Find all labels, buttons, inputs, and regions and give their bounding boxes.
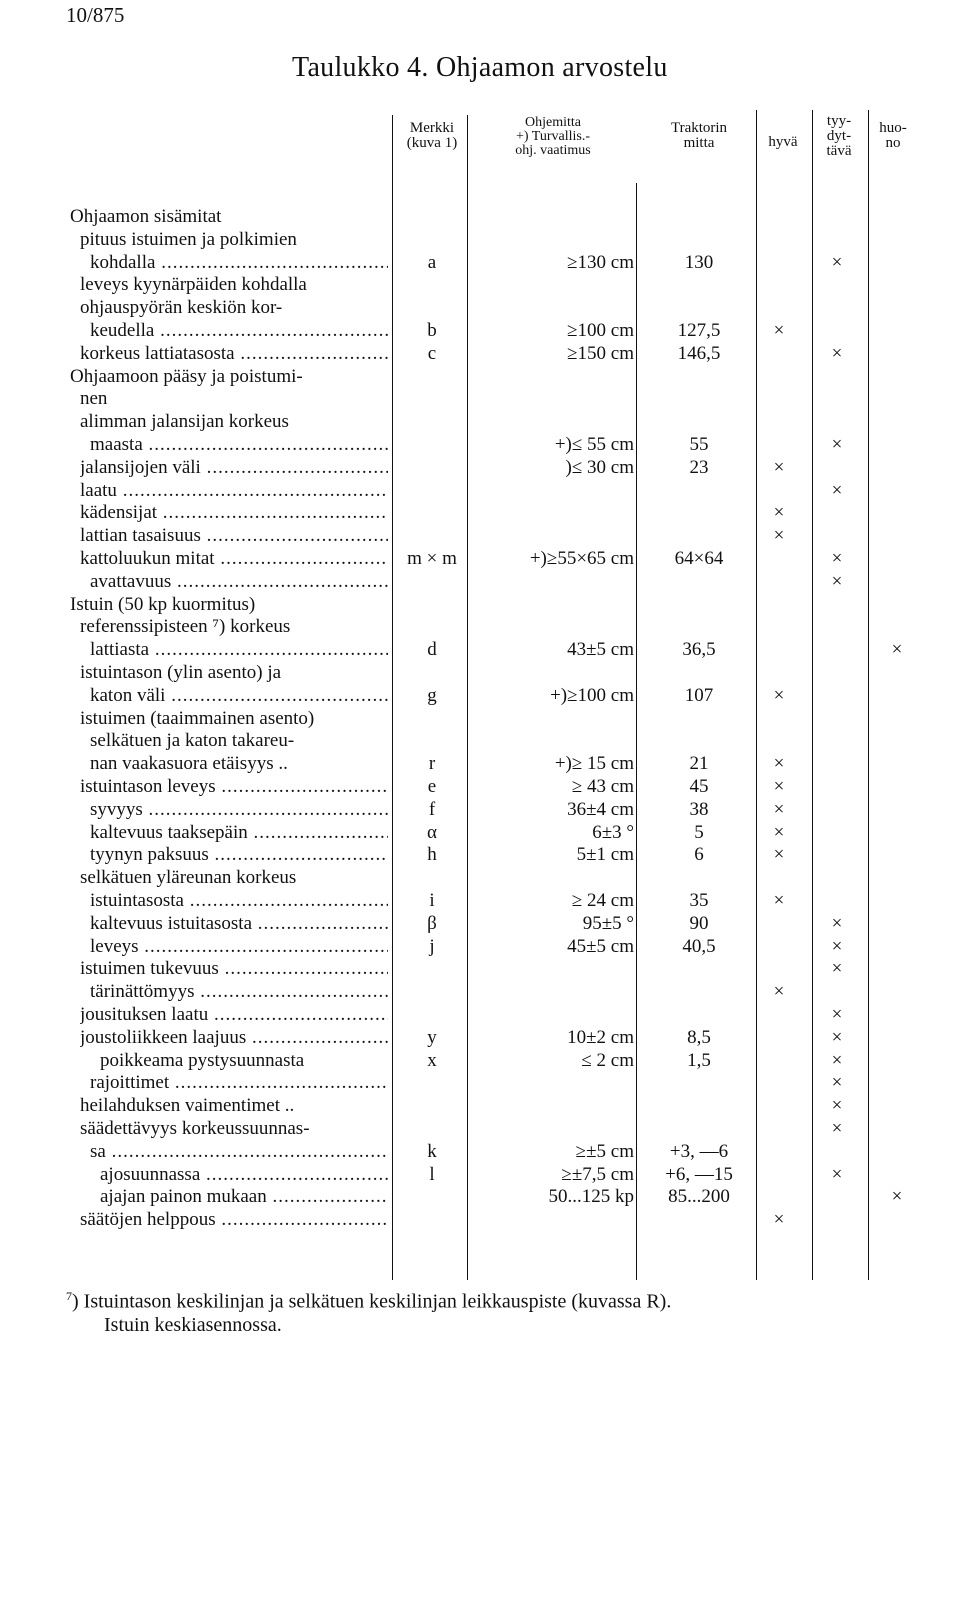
- table-row: [0, 729, 960, 752]
- header-hyva: hyvä: [768, 134, 798, 150]
- rating-mark-tyydyttava: ×: [831, 251, 843, 273]
- rating-mark-tyydyttava: ×: [831, 570, 843, 592]
- row-merkki: r: [428, 753, 436, 775]
- row-mitta: +6, —15: [665, 1163, 733, 1185]
- rating-mark-hyva: ×: [773, 844, 785, 866]
- row-mitta: 1,5: [687, 1049, 711, 1071]
- rating-mark-hyva: ×: [773, 890, 785, 911]
- rating-mark-hyva: ×: [773, 776, 785, 797]
- row-mitta: 23: [689, 456, 709, 478]
- row-vaatimus: )≤ 30 cm: [565, 456, 634, 478]
- rating-mark-hyva: ×: [773, 525, 785, 547]
- row-vaatimus: +)≥55×65 cm: [529, 548, 634, 569]
- row-merkki: i: [429, 890, 435, 911]
- row-label: säätöjen helppous .....: [80, 1208, 388, 1231]
- row-vaatimus: +)≥100 cm: [550, 684, 634, 706]
- header-mitta: Traktorin mitta: [670, 120, 728, 151]
- table-row: [0, 957, 960, 980]
- table-row: [0, 228, 960, 251]
- table-row: [0, 456, 960, 479]
- row-label: tyynyn paksuus .....: [90, 843, 388, 866]
- row-label: laatu .....: [80, 479, 388, 502]
- row-label: sa .....: [90, 1140, 388, 1163]
- row-label: kaltevuus taaksepäin .....: [90, 821, 388, 844]
- table-row: [0, 615, 960, 638]
- rating-mark-hyva: ×: [773, 320, 785, 341]
- row-vaatimus: ≥130 cm: [567, 251, 634, 273]
- table-row: [0, 1163, 960, 1186]
- rating-mark-tyydyttava: ×: [831, 912, 843, 934]
- rating-mark-tyydyttava: ×: [831, 1026, 843, 1048]
- rating-mark-tyydyttava: ×: [831, 935, 843, 957]
- row-mitta: 127,5: [677, 320, 721, 341]
- row-mitta: 21: [689, 753, 709, 775]
- table-row: [0, 1049, 960, 1072]
- row-mitta: 6: [694, 844, 704, 866]
- row-merkki: x: [427, 1049, 437, 1071]
- table-row: [0, 273, 960, 296]
- table-row: [0, 433, 960, 456]
- row-merkki: c: [427, 342, 437, 364]
- row-label: istuimen (taaimmainen asento): [80, 707, 315, 729]
- row-mitta: 8,5: [687, 1026, 711, 1048]
- row-label: leveys kyynärpäiden kohdalla: [80, 274, 307, 296]
- row-label: kaltevuus istuitasosta .....: [90, 912, 388, 935]
- row-mitta: 38: [689, 798, 709, 820]
- rating-mark-tyydyttava: ×: [831, 548, 843, 569]
- rating-mark-tyydyttava: ×: [831, 1095, 843, 1117]
- row-mitta: 146,5: [677, 342, 721, 364]
- row-merkki: β: [427, 912, 437, 934]
- row-mitta: 5: [694, 821, 704, 843]
- row-vaatimus: 95±5 °: [582, 912, 634, 934]
- footnote-marker: 7: [66, 1289, 72, 1303]
- row-mitta: 45: [689, 776, 709, 797]
- rating-mark-hyva: ×: [773, 1209, 785, 1231]
- rating-mark-tyydyttava: ×: [831, 1163, 843, 1185]
- row-label: avattavuus .....: [90, 570, 388, 593]
- row-label: istuintason (ylin asento) ja: [80, 662, 282, 683]
- table-row: [0, 821, 960, 844]
- table-row: [0, 1003, 960, 1026]
- row-label: keudella .....: [90, 319, 388, 342]
- table-row: [0, 889, 960, 912]
- row-label: istuintason leveys .....: [80, 775, 388, 798]
- row-vaatimus: 43±5 cm: [567, 639, 634, 661]
- table-row: [0, 479, 960, 502]
- row-label: heilahduksen vaimentimet ..: [80, 1095, 295, 1117]
- table-row: [0, 1208, 960, 1231]
- page-number: 10/875: [66, 3, 125, 27]
- rating-mark-tyydyttava: ×: [831, 1004, 843, 1025]
- table-row: [0, 524, 960, 547]
- rating-mark-huono: ×: [891, 1186, 903, 1208]
- rating-mark-tyydyttava: ×: [831, 1118, 843, 1139]
- row-label: katon väli .....: [90, 684, 388, 707]
- row-label: Istuin (50 kp kuormitus): [70, 593, 256, 615]
- rating-mark-hyva: ×: [773, 981, 785, 1003]
- row-mitta: +3, —6: [669, 1140, 729, 1162]
- row-mitta: 64×64: [674, 548, 724, 569]
- table-row: [0, 684, 960, 707]
- table-row: [0, 570, 960, 593]
- row-mitta: 90: [689, 912, 709, 934]
- row-vaatimus: ≥±5 cm: [575, 1140, 634, 1162]
- row-merkki: f: [428, 798, 436, 820]
- rating-mark-tyydyttava: ×: [831, 342, 843, 364]
- rating-mark-tyydyttava: ×: [831, 1072, 843, 1094]
- table-row: [0, 775, 960, 798]
- rating-mark-tyydyttava: ×: [831, 958, 843, 980]
- row-label: istuintasosta .....: [90, 889, 388, 912]
- rating-mark-hyva: ×: [773, 821, 785, 843]
- table-row: [0, 912, 960, 935]
- row-label: lattian tasaisuus .....: [80, 524, 388, 547]
- rating-mark-hyva: ×: [773, 753, 785, 775]
- table-row: [0, 866, 960, 889]
- row-merkki: α: [427, 821, 437, 843]
- row-label: poikkeama pystysuunnasta: [100, 1049, 305, 1071]
- row-label: referenssipisteen ⁷) korkeus: [80, 616, 291, 638]
- row-merkki: h: [427, 844, 437, 866]
- row-merkki: a: [427, 251, 437, 273]
- rating-mark-hyva: ×: [773, 684, 785, 706]
- table-row: [0, 638, 960, 661]
- table-row: [0, 1026, 960, 1049]
- table-row: [0, 410, 960, 433]
- row-label: ohjauspyörän keskiön kor-: [80, 297, 283, 319]
- row-label: ajajan painon mukaan .....: [100, 1185, 388, 1208]
- row-mitta: 35: [689, 890, 709, 911]
- row-label: rajoittimet .....: [90, 1071, 388, 1094]
- row-label: tärinättömyys .....: [90, 980, 388, 1003]
- row-vaatimus: ≥150 cm: [567, 342, 634, 364]
- table-row: [0, 752, 960, 775]
- row-merkki: m × m: [407, 548, 457, 569]
- row-vaatimus: 36±4 cm: [567, 798, 634, 820]
- row-mitta: 107: [684, 684, 714, 706]
- table-row: [0, 1140, 960, 1163]
- row-label: alimman jalansijan korkeus: [80, 411, 289, 433]
- row-label: pituus istuimen ja polkimien: [80, 228, 297, 250]
- table-row: [0, 707, 960, 730]
- row-vaatimus: 5±1 cm: [576, 844, 634, 866]
- row-label: nan vaakasuora etäisyys ..: [90, 753, 288, 775]
- row-merkki: j: [429, 935, 435, 957]
- row-label: korkeus lattiatasosta .....: [80, 342, 388, 365]
- row-merkki: b: [427, 320, 437, 341]
- footnote: [66, 1289, 671, 1314]
- rating-mark-huono: ×: [891, 639, 903, 661]
- row-merkki: l: [429, 1163, 435, 1185]
- table-row: [0, 980, 960, 1003]
- row-vaatimus: 10±2 cm: [567, 1026, 634, 1048]
- row-label: ajosuunnassa .....: [100, 1163, 388, 1186]
- table-row: [0, 547, 960, 570]
- table-row: [0, 935, 960, 958]
- row-label: Ohjaamon sisämitat: [70, 206, 222, 227]
- table-row: [0, 251, 960, 274]
- header-merkki: Merkki (kuva 1): [406, 120, 458, 151]
- table-row: [0, 1117, 960, 1140]
- row-merkki: e: [427, 776, 437, 797]
- row-label: leveys .....: [90, 935, 388, 958]
- rating-mark-hyva: ×: [773, 798, 785, 820]
- rating-mark-tyydyttava: ×: [831, 1049, 843, 1071]
- row-vaatimus: ≥±7,5 cm: [561, 1163, 634, 1185]
- row-label: lattiasta .....: [90, 638, 388, 661]
- rating-mark-hyva: ×: [773, 502, 785, 524]
- row-vaatimus: +)≥ 15 cm: [554, 753, 634, 775]
- row-mitta: 55: [689, 434, 709, 455]
- table-row: [0, 319, 960, 342]
- row-label: selkätuen ja katon takareu-: [90, 730, 295, 752]
- row-mitta: 130: [684, 251, 714, 273]
- row-merkki: g: [427, 684, 437, 706]
- row-label: selkätuen yläreunan korkeus: [80, 867, 297, 889]
- header-huono: huo- no: [879, 120, 907, 151]
- footnote-line-1: ) Istuintason keskilinjan ja selkätuen keskilinjan leikkauspiste (kuvassa R).: [72, 1290, 672, 1313]
- row-vaatimus: 50...125 kp: [548, 1186, 634, 1208]
- table-row: [0, 843, 960, 866]
- table-row: [0, 342, 960, 365]
- row-label: jousituksen laatu .....: [80, 1003, 388, 1026]
- row-label: kattoluukun mitat .....: [80, 547, 388, 570]
- rating-mark-hyva: ×: [773, 456, 785, 478]
- row-mitta: 36,5: [682, 639, 716, 661]
- row-merkki: d: [427, 639, 437, 661]
- rating-mark-tyydyttava: ×: [831, 434, 843, 455]
- row-mitta: 85...200: [668, 1186, 730, 1208]
- row-vaatimus: 6±3 °: [592, 821, 634, 843]
- row-label: maasta .....: [90, 433, 388, 456]
- row-merkki: k: [427, 1140, 437, 1162]
- table-row: [0, 661, 960, 684]
- row-vaatimus: 45±5 cm: [567, 935, 634, 957]
- table-row: [0, 205, 960, 228]
- table-row: [0, 1185, 960, 1208]
- row-label: jalansijojen väli .....: [80, 456, 388, 479]
- row-mitta: 40,5: [682, 935, 716, 957]
- table-row: [0, 1094, 960, 1117]
- row-vaatimus: ≥100 cm: [567, 320, 634, 341]
- row-label: säädettävyys korkeussuunnas-: [80, 1118, 310, 1139]
- row-vaatimus: ≥ 43 cm: [571, 776, 634, 797]
- row-merkki: y: [427, 1026, 437, 1048]
- table-row: [0, 365, 960, 388]
- footnote-line-2: Istuin keskiasennossa.: [104, 1314, 282, 1336]
- rating-mark-tyydyttava: ×: [831, 479, 843, 501]
- header-vaatimus: Ohjemitta +) Turvallis.- ohj. vaatimus: [515, 115, 591, 158]
- table-row: [0, 1071, 960, 1094]
- row-label: joustoliikkeen laajuus .....: [80, 1026, 388, 1049]
- header-tyydyttava: tyy- dyt- tävä: [826, 113, 852, 159]
- row-label: Ohjaamoon pääsy ja poistumi-: [70, 365, 303, 387]
- row-label: istuimen tukevuus .....: [80, 957, 388, 980]
- row-vaatimus: ≤ 2 cm: [581, 1049, 634, 1071]
- table-row: [0, 798, 960, 821]
- table-row: [0, 296, 960, 319]
- table-row: [0, 593, 960, 616]
- row-vaatimus: ≥ 24 cm: [571, 890, 634, 911]
- row-label: kädensijat .....: [80, 501, 388, 524]
- table-row: [0, 501, 960, 524]
- table-row: [0, 387, 960, 410]
- row-label: nen: [80, 388, 108, 410]
- table-title: Taulukko 4. Ohjaamon arvostelu: [292, 52, 668, 83]
- row-label: syvyys .....: [90, 798, 388, 821]
- row-label: kohdalla .....: [90, 251, 388, 274]
- row-vaatimus: +)≤ 55 cm: [554, 434, 634, 455]
